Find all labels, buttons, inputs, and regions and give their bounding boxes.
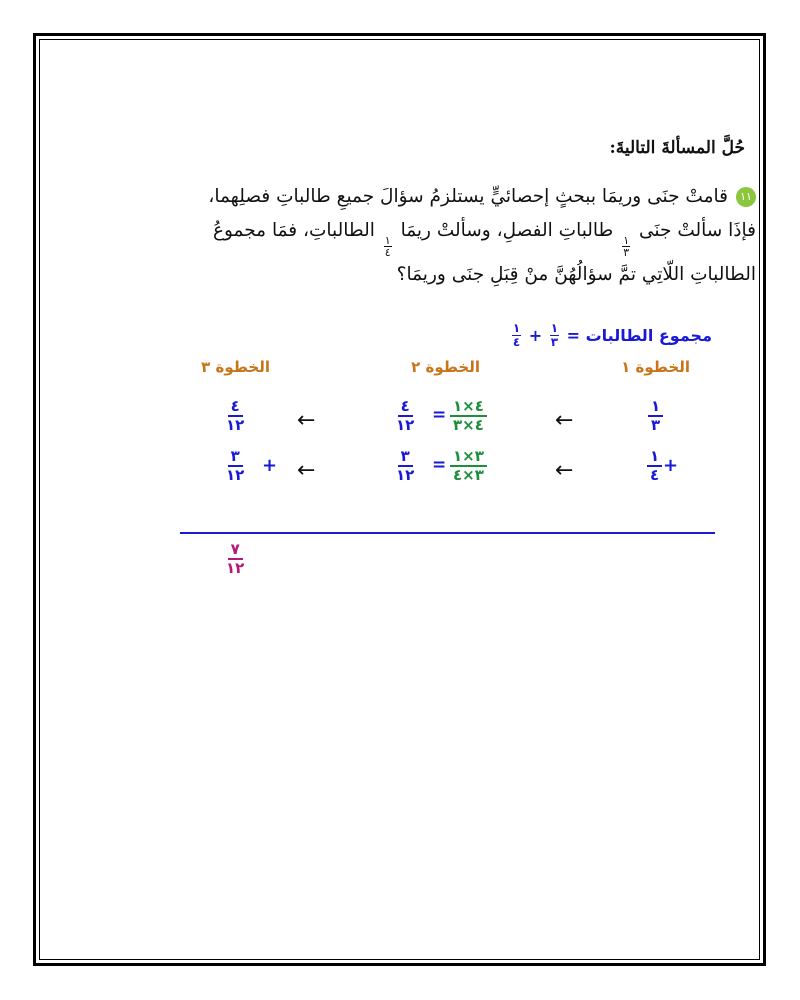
- arrow-left-icon: ←: [555, 458, 574, 483]
- fraction-numerator: ٤×١: [450, 398, 487, 417]
- sum-equation: [510, 322, 712, 349]
- question-line-1: [76, 180, 756, 214]
- question-text-3: الطالباتِ اللّاتِي تمَّ سؤالُهُنَّ منْ قِبَلِ جنَى وريمَا؟: [396, 264, 756, 285]
- page-border-inner: [39, 39, 760, 960]
- question-block: [76, 180, 756, 292]
- fraction-denominator: ٣: [651, 416, 661, 434]
- fraction-denominator: ٤: [384, 246, 391, 259]
- question-text-2c: الطالباتِ، فمَا مجموعُ: [212, 220, 375, 241]
- fraction-numerator: ١: [647, 448, 662, 467]
- fraction-numerator: ٤: [398, 398, 413, 417]
- fraction-denominator: ٣: [623, 246, 630, 259]
- fraction-numerator: ١: [550, 321, 559, 335]
- sum-label: مجموع الطالبات =: [566, 326, 712, 345]
- arrow-left-icon: ←: [297, 408, 316, 433]
- row2-step3-fraction: [226, 448, 244, 484]
- fraction-numerator: ٣: [228, 448, 243, 467]
- question-number-badge: ١١: [736, 187, 756, 207]
- sum-rule-line: [180, 532, 715, 534]
- fraction-denominator: ١٢: [396, 466, 415, 484]
- fraction-numerator: ١: [623, 234, 630, 247]
- fraction-denominator: ٣×٤: [453, 466, 484, 484]
- row2-step2-fraction: [396, 448, 414, 484]
- sum-fraction-quarter: [512, 322, 521, 349]
- sum-fraction-third: [550, 322, 559, 349]
- question-line-3: [76, 258, 756, 292]
- row1-step3-fraction: [226, 398, 244, 434]
- step-1-label: الخطوة ١: [621, 358, 690, 376]
- fraction-numerator: ٣: [398, 448, 413, 467]
- question-line-2: [76, 214, 756, 258]
- fraction-numerator: ٧: [228, 541, 243, 560]
- fraction-denominator: ٣: [550, 335, 559, 349]
- inline-fraction-quarter: [384, 235, 392, 258]
- inline-fraction-third: [622, 235, 630, 258]
- step-2-label: الخطوة ٢: [411, 358, 480, 376]
- equals-sign: =: [432, 455, 447, 475]
- row2-step1-fraction: [647, 448, 662, 484]
- result-fraction: [226, 541, 244, 577]
- fraction-denominator: ٤×٣: [453, 416, 484, 434]
- row1-step2-fraction: [396, 398, 414, 434]
- fraction-denominator: ٤: [650, 466, 660, 484]
- fraction-denominator: ١٢: [396, 416, 415, 434]
- fraction-denominator: ١٢: [226, 559, 245, 577]
- section-heading: حُلَّ المسألةَ التاليةَ:: [609, 138, 745, 158]
- fraction-numerator: ١: [648, 398, 663, 417]
- plus-sign: +: [262, 455, 278, 476]
- fraction-numerator: ١: [512, 321, 521, 335]
- equals-sign: =: [432, 405, 447, 425]
- question-text-2b: طالباتِ الفصلِ، وسألتْ ريمَا: [400, 220, 614, 241]
- fraction-denominator: ٤: [512, 335, 521, 349]
- row1-step2-product: [450, 398, 487, 434]
- fraction-numerator: ٣×١: [450, 448, 487, 467]
- row2-step2-product: [450, 448, 487, 484]
- fraction-numerator: ١: [384, 234, 391, 247]
- plus-sign: +: [528, 326, 543, 345]
- arrow-left-icon: ←: [555, 408, 574, 433]
- fraction-numerator: ٤: [228, 398, 243, 417]
- plus-sign: +: [663, 455, 679, 476]
- row1-step1-fraction: [648, 398, 663, 434]
- step-3-label: الخطوة ٣: [201, 358, 270, 376]
- question-text-1: قامتْ جنَى وريمَا ببحثٍ إحصائيٍّ يستلزمُ سؤالَ جميعِ طالباتِ فصلِهما،: [208, 186, 728, 207]
- question-text-2a: فإذَا سألتْ جنَى: [639, 220, 756, 241]
- fraction-denominator: ١٢: [226, 416, 245, 434]
- arrow-left-icon: ←: [297, 458, 316, 483]
- fraction-denominator: ١٢: [226, 466, 245, 484]
